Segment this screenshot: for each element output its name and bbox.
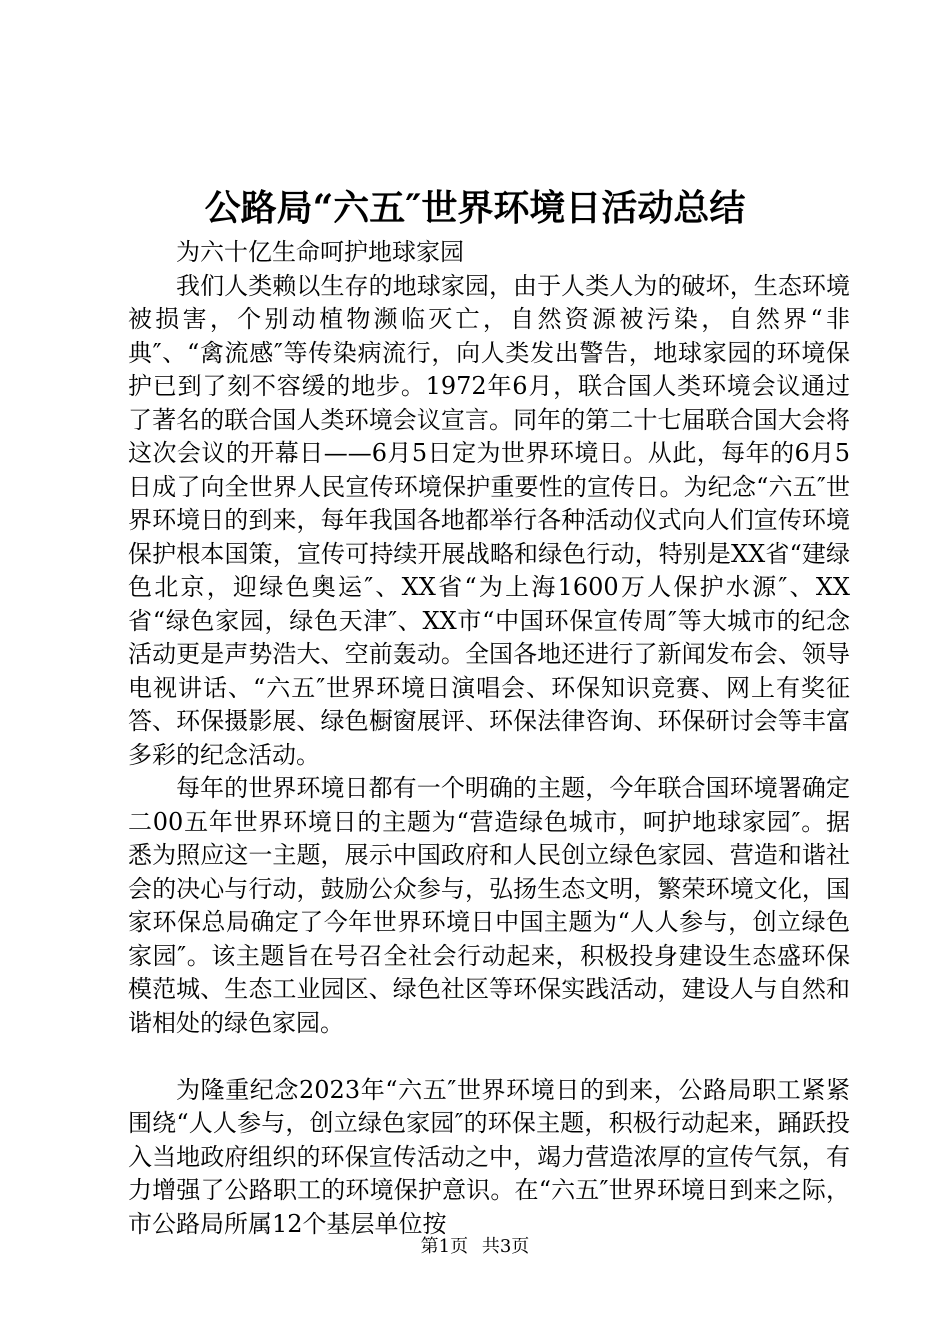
paragraph: 我们人类赖以生存的地球家园，由于人类人为的破坏，生态环境被损害，个别动植物濒临灭亡，自然资源被污染，自然界“非典″、“禽流感″等传染病流行，向人类发出警告，地球家园的环境保护已到了刻不容缓的地步。1972年6月，联合国人类环境会议通过了著名的联合国人类环境会议宣言。同年的第二十七届联合国大会将这次会议的开幕日——6月5日定为世界环境日。从此，每年的6月5日成了向全世界人民宣传环境保护重要性的宣传日。为纪念“六五″世界环境日的到来，每年我国各地都举行各种活动仪式向人们宣传环境保护根本国策，宣传可持续开展战略和绿色行动，特别是XX省“建绿色北京，迎绿色奥运″、XX省“为上海1600万人保护水源″、XX省“绿色家园，绿色天津″、XX市“中国环保宣传周″等大城市的纪念活动更是声势浩大、空前轰动。全国各地还进行了新闻发布会、领导电视讲话、“六五″世界环境日演唱会、环保知识竞赛、网上有奖征答、环保摄影展、绿色橱窗展评、环保法律咨询、环保研讨会等丰富多彩的纪念活动。 [128,271,850,769]
paragraph: 为隆重纪念2023年“六五″世界环境日的到来，公路局职工紧紧围绕“人人参与，创立绿色家园″的环保主题，积极行动起来，踊跃投入当地政府组织的环保宣传活动之中，竭力营造浓厚的宣传气氛，有力增强了公路职工的环境保护意识。在“六五″世界环境日到来之际，市公路局所属12个基层单位按 [128,1075,850,1238]
page-footer [0,1235,950,1259]
page-total: 共3页 [481,1236,530,1257]
page-number: 第1页 [420,1236,469,1257]
paragraph-subtitle: 为六十亿生命呵护地球家园 [176,238,464,266]
document-title: 公路局“六五″世界环境日活动总结 [204,187,746,229]
document-body [128,236,850,1241]
paragraph: 每年的世界环境日都有一个明确的主题，今年联合国环境署确定二00五年世界环境日的主题为“营造绿色城市，呵护地球家园″。据悉为照应这一主题，展示中国政府和人民创立绿色家园、营造和谐社会的决心与行动，鼓励公众参与，弘扬生态文明，繁荣环境文化，国家环保总局确定了今年世界环境日中国主题为“人人参与，创立绿色家园″。该主题旨在号召全社会行动起来，积极投身建设生态盛环保模范城、生态工业园区、绿色社区等环保实践活动，建设人与自然和谐相处的绿色家园。 [128,774,850,1037]
